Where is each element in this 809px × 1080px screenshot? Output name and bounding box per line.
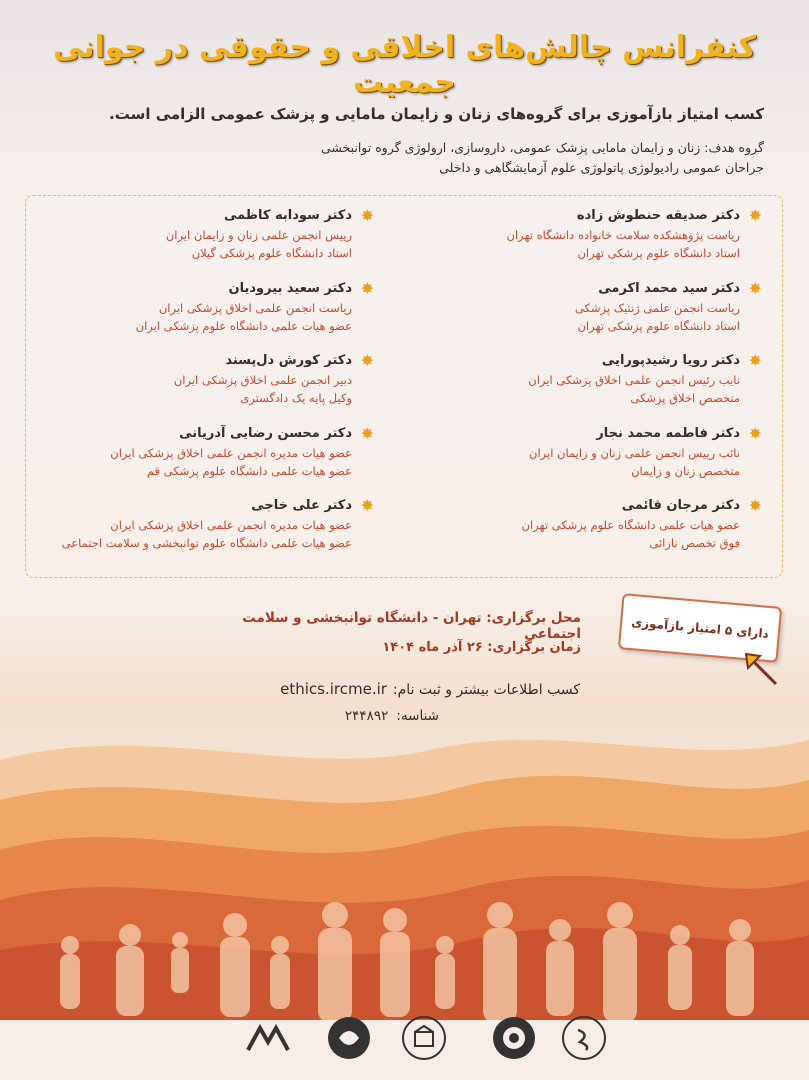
speaker-item <box>432 279 762 352</box>
speaker-role: ریاست انجمن علمی اخلاق پزشکی ایران <box>158 300 352 315</box>
star-icon: ✸ <box>748 496 762 515</box>
speaker-role: عضو هیات علمی دانشگاه علوم توانبخشی و سلامت اجتماعی <box>61 536 352 550</box>
target-line-1: گروه هدف: زنان و زایمان مامایی پزشک عمومی، داروسازی، ارولوژی گروه توانبخشی <box>320 140 764 155</box>
speaker-item <box>432 351 762 424</box>
speaker-role: نایب رئیس انجمن علمی اخلاق پزشکی ایران <box>528 373 740 387</box>
speaker-role: متخصص اخلاق پزشکی <box>630 391 740 405</box>
speaker-role: استاد دانشگاه علوم پزشکی تهران <box>577 318 740 333</box>
speaker-name: دکتر محسن رضایی آدریانی <box>179 425 352 441</box>
star-icon: ✸ <box>360 206 374 225</box>
seal-logo <box>400 1014 448 1062</box>
star-icon: ✸ <box>360 496 374 515</box>
speaker-name: دکتر سودابه کاظمی <box>223 208 352 223</box>
speaker-item <box>44 351 374 424</box>
speaker-name: دکتر صدیقه حنطوش زاده <box>576 208 740 223</box>
star-icon: ✸ <box>748 423 762 443</box>
iranian-medical-ethics-logo <box>560 1014 608 1062</box>
speaker-item <box>44 279 374 352</box>
speaker-role: دبیر انجمن علمی اخلاق پزشکی ایران <box>173 373 352 387</box>
speaker-role: متخصص زنان و زایمان <box>631 463 740 478</box>
speaker-item <box>44 206 374 279</box>
speaker-role: وکیل پایه یک دادگستری <box>240 391 352 405</box>
speaker-role: ریاست پژوهشکده سلامت خانواده دانشگاه تهران <box>506 228 740 242</box>
target-group <box>44 138 764 178</box>
speaker-role: رییس انجمن علمی زنان و زایمان ایران <box>165 228 352 242</box>
target-line-2: جراحان عمومی رادیولوژی پاتولوژی علوم آزمایشگاهی و داخلی <box>439 160 764 175</box>
speaker-role: ریاست انجمن علمی ژنتیک پزشکی <box>574 300 740 315</box>
star-icon: ✸ <box>360 351 374 370</box>
speaker-role: عضو هیات مدیره انجمن علمی اخلاق پزشکی ایران <box>110 518 352 532</box>
speakers-left-column <box>44 206 374 569</box>
circle-emblem-logo <box>325 1014 373 1062</box>
speaker-item <box>432 424 762 497</box>
speaker-role: نائب رییس انجمن علمی زنان و زایمان ایران <box>529 445 740 460</box>
registration-label: کسب اطلاعات بیشتر و ثبت نام: <box>392 682 580 698</box>
cme-requirement-text: کسب امتیاز بازآموزی برای گروه‌های زنان و زایمان مامایی و پزشک عمومی الزامی است. <box>109 105 764 123</box>
speaker-item <box>44 424 374 497</box>
speaker-name: دکتر کورش دل‌پسند <box>225 353 352 368</box>
logos-row <box>0 1014 809 1064</box>
event-venue: محل برگزاری: تهران - دانشگاه توانبخشی و سلامت اجتماعی <box>242 610 581 642</box>
star-icon: ✸ <box>748 206 762 225</box>
speaker-name: دکتر مرجان قائمی <box>621 498 740 513</box>
speaker-role: عضو هیات علمی دانشگاه علوم پزشکی تهران <box>521 518 740 532</box>
cme-points-badge: دارای ۵ امتیاز بازآموزی <box>618 593 782 663</box>
speaker-name: دکتر سعید بیرودیان <box>228 280 352 296</box>
speaker-item <box>432 496 762 569</box>
code-label: شناسه: <box>396 708 439 724</box>
conference-title: کنفرانس چالش‌های اخلاقی و حقوقی در جوانی جمعیت <box>52 30 757 100</box>
speaker-role: عضو هیات مدیره انجمن علمی اخلاق پزشکی ایران <box>110 445 352 460</box>
university-logo <box>490 1014 538 1062</box>
speaker-role: عضو هیات علمی دانشگاه علوم پزشکی ایران <box>135 318 352 333</box>
event-time: زمان برگزاری: ۲۶ آذر ماه ۱۴۰۴ <box>382 640 581 655</box>
arrow-icon <box>740 648 780 688</box>
speaker-name: دکتر رویا رشیدپورایی <box>601 353 740 368</box>
speaker-item <box>432 206 762 279</box>
speaker-role: استاد دانشگاه علوم پزشکی گیلان <box>191 246 352 260</box>
speaker-role: فوق تخصص نازائی <box>649 536 740 550</box>
star-icon: ✸ <box>748 278 762 298</box>
star-icon: ✸ <box>360 278 374 298</box>
speaker-role: عضو هیات علمی دانشگاه علوم پزشکی قم <box>146 463 352 478</box>
star-icon: ✸ <box>360 423 374 443</box>
registration-line <box>230 680 580 698</box>
speaker-name: دکتر سید محمد اکرمی <box>598 280 740 296</box>
speaker-item <box>44 496 374 569</box>
speaker-role: استاد دانشگاه علوم پزشکی تهران <box>577 246 740 260</box>
speaker-name: دکتر فاطمه محمد نجار <box>596 425 740 441</box>
code-value: ۲۴۴۸۹۲ <box>344 708 389 724</box>
registration-link[interactable]: ethics.ircme.ir <box>280 680 387 698</box>
speaker-name: دکتر علی خاجی <box>251 498 352 513</box>
speakers-box <box>25 195 783 578</box>
arrow-logo <box>240 1014 300 1062</box>
speakers-right-column <box>432 206 762 569</box>
star-icon: ✸ <box>748 351 762 370</box>
